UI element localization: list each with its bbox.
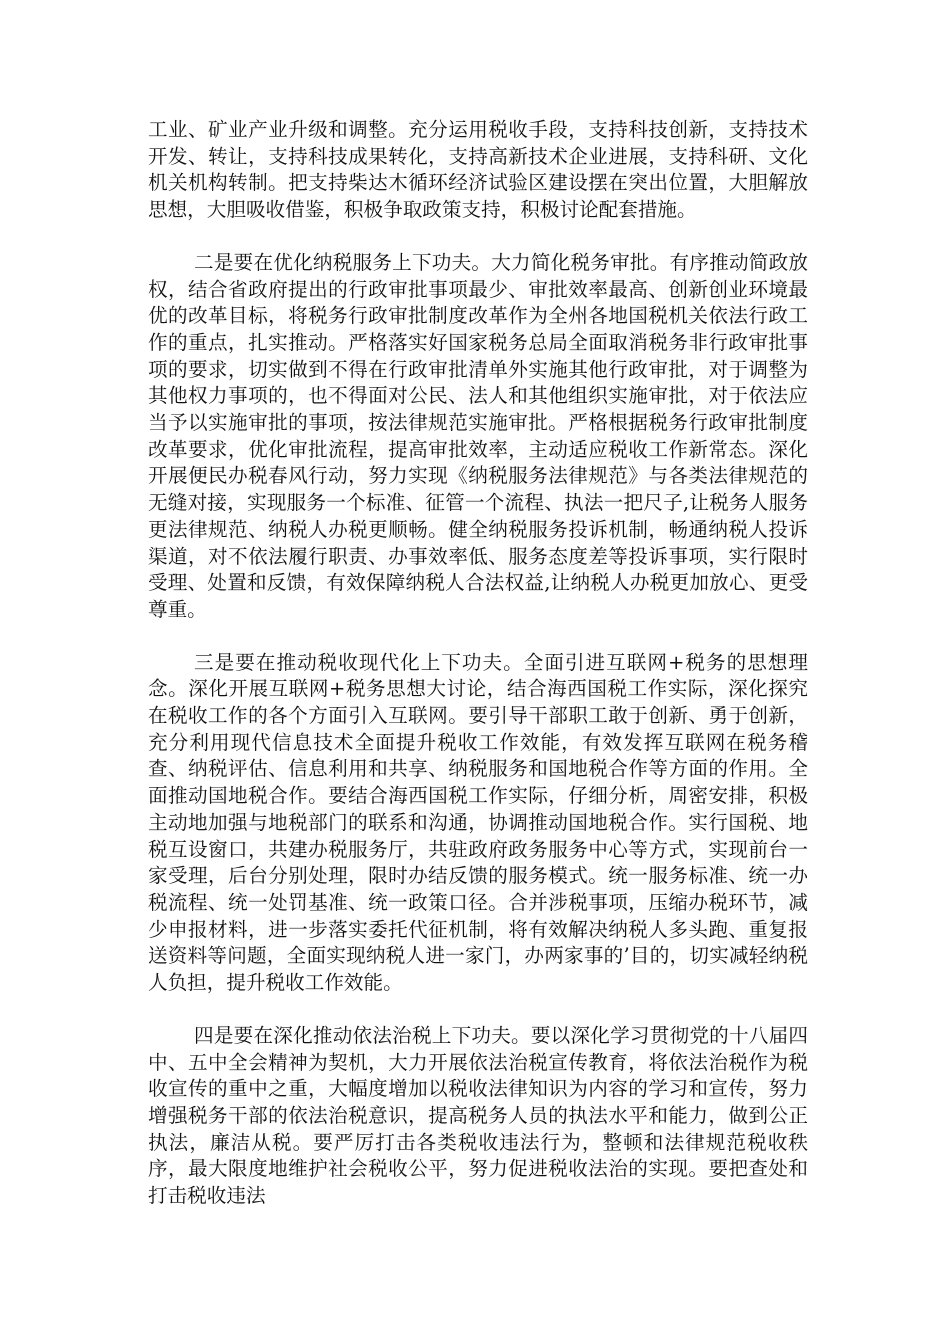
paragraph-2: 二是要在优化纳税服务上下功夫。大力简化税务审批。有序推动简政放权，结合省政府提出的行政审批事项最少、审批效率最高、创新创业环境最优的改革目标，将税务行政审批制度改革作为全州各地国税机关依法行政工作的重点，扎实推动。严格落实好国家税务总局全面取消税务非行政审批事项的要求，切实做到不得在行政审批清单外实施其他行政审批，对于调整为其他权力事项的，也不得面对公民、法人和其他组织实施审批，对于依法应当予以实施审批的事项，按法律规范实施审批。严格根据税务行政审批制度改革要求，优化审批流程，提高审批效率，主动适应税收工作新常态。深化开展便民办税春风行动，努力实现《纳税服务法律规范》与各类法律规范的无缝对接，实现服务一个标准、征管一个流程、执法一把尺子,让税务人服务更法律规范、纳税人办税更顺畅。健全纳税服务投诉机制，畅通纳税人投诉渠道，对不依法履行职责、办事效率低、服务态度差等投诉事项，实行限时受理、处置和反馈，有效保障纳税人合法权益,让纳税人办税更加放心、更受尊重。: [148, 250, 808, 621]
paragraph-3: 三是要在推动税收现代化上下功夫。全面引进互联网+税务的思想理念。深化开展互联网+税务思想大讨论，结合海西国税工作实际，深化探究在税收工作的各个方面引入互联网。要引导干部职工敢于创新、勇于创新，充分利用现代信息技术全面提升税收工作效能，有效发挥互联网在税务稽查、纳税评估、信息利用和共享、纳税服务和国地税合作等方面的作用。全面推动国地税合作。要结合海西国税工作实际，仔细分析，周密安排，积极主动地加强与地税部门的联系和沟通，协调推动国地税合作。实行国税、地税互设窗口，共建办税服务厅，共驻政府政务服务中心等方式，实现前台一家受理，后台分别处理，限时办结反馈的服务模式。统一服务标准、统一办税流程、统一处罚基准、统一政策口径。合并涉税事项，压缩办税环节，减少申报材料，进一步落实委托代征机制，将有效解决纳税人多头跑、重复报送资料等问题，全面实现纳税人进一家门，办两家事的’目的，切实减轻纳税人负担，提升税收工作效能。: [148, 650, 808, 995]
document-body: [148, 117, 808, 1210]
paragraph-4: 四是要在深化推动依法治税上下功夫。要以深化学习贯彻党的十八届四中、五中全会精神为契机，大力开展依法治税宣传教育，将依法治税作为税收宣传的重中之重，大幅度增加以税收法律知识为内容的学习和宣传，努力增强税务干部的依法治税意识，提高税务人员的执法水平和能力，做到公正执法，廉洁从税。要严厉打击各类税收违法行为，整顿和法律规范税收秩序，最大限度地维护社会税收公平，努力促进税收法治的实现。要把查处和打击税收违法: [148, 1023, 808, 1208]
paragraph-1: 工业、矿业产业升级和调整。充分运用税收手段，支持科技创新，支持技术开发、转让，支持科技成果转化，支持高新技术企业进展，支持科研、文化机关机构转制。把支持柴达木循环经济试验区建设摆在突出位置，大胆解放思想，大胆吸收借鉴，积极争取政策支持，积极讨论配套措施。: [148, 118, 808, 222]
